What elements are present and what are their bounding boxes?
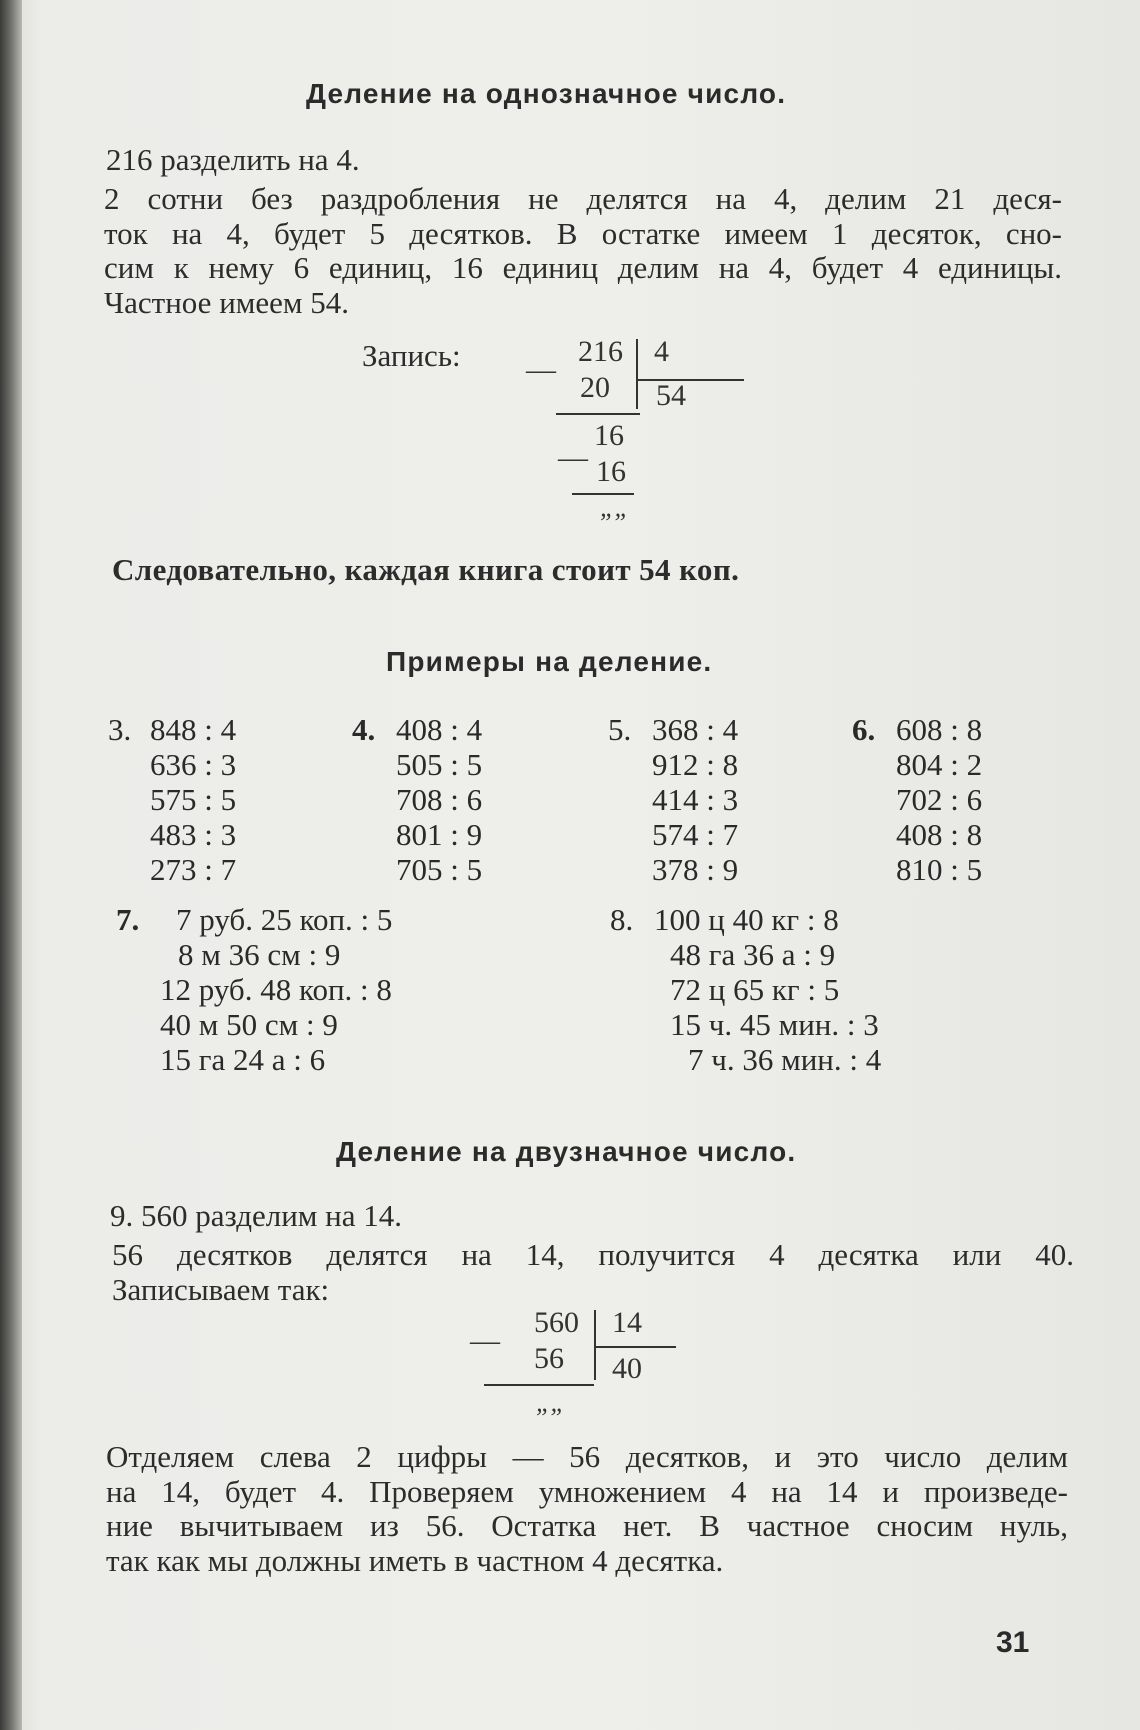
example-4-item-2: 505 : 5 [396,747,483,782]
conclusion-line: Следовательно, каждая книга стоит 54 коп. [112,552,740,587]
example-5-item-4: 574 : 7 [652,817,739,852]
example-8-item-5: 7 ч. 36 мин. : 4 [688,1042,882,1077]
example-5-item-2: 912 : 8 [652,747,739,782]
example-4-item-1: 408 : 4 [396,712,483,747]
div1-subtrahend-1: 20 [580,371,610,404]
example-3-label: 3. [108,712,132,747]
section-heading-two-digit: Деление на двузначное число. [336,1136,797,1167]
example-6-item-5: 810 : 5 [896,852,983,887]
div1-minus-2: — [558,441,588,474]
div1-quotient: 54 [656,379,686,412]
explanation-paragraph-3 [106,1440,1068,1578]
div1-minus-1: — [526,353,556,386]
example-8-item-3: 72 ц 65 кг : 5 [670,972,840,1007]
section-heading-examples: Примеры на деление. [386,646,713,677]
example-3-item-1: 848 : 4 [150,712,237,747]
example-6-item-4: 408 : 8 [896,817,983,852]
para3-line-4: так как мы должны иметь в частном 4 десятка. [106,1542,724,1578]
example-4-item-3: 708 : 6 [396,782,483,817]
para3-line-1: Отделяем слева 2 цифры — 56 десятков, и это число делим [106,1439,1068,1474]
para1-line-2: ток на 4, будет 5 десятков. В остатке имеем 1 десяток, сно- [104,215,1062,251]
example-3-item-5: 273 : 7 [150,852,237,887]
para1-line-1: 2 сотни без раздробления не делятся на 4, делим 21 деся- [104,181,1062,216]
example-7-item-2: 8 м 36 см : 9 [178,937,341,972]
example-8-item-2: 48 га 36 а : 9 [670,937,836,972]
example-5-item-5: 378 : 9 [652,852,739,887]
div1-vertical-bar [636,339,638,409]
div2-vertical-bar [594,1310,596,1380]
explanation-paragraph-2 [112,1238,1074,1307]
example-8-label: 8. [610,902,634,937]
example-7-item-4: 40 м 50 см : 9 [160,1007,338,1042]
div2-zero-remainder-mark: „„ [536,1388,565,1417]
page-number: 31 [996,1626,1030,1659]
div1-subtrahend-2: 16 [596,455,626,488]
div2-divisor: 14 [612,1306,642,1339]
example-7-label: 7. [116,902,140,937]
div2-subtrahend: 56 [534,1342,564,1375]
example-3-item-4: 483 : 3 [150,817,237,852]
example-7-item-5: 15 га 24 а : 6 [160,1042,326,1077]
div2-quotient-line [596,1346,676,1348]
section-heading-single-digit: Деление на однозначное число. [306,78,787,109]
para2-line-1: 56 десятков делятся на 14, получится 4 десятка или 40. [112,1237,1074,1272]
example-4-item-4: 801 : 9 [396,817,483,852]
div1-quotient-line [638,379,744,381]
example-8-item-4: 15 ч. 45 мин. : 3 [670,1007,879,1042]
example-6-item-3: 702 : 6 [896,782,983,817]
div2-dividend: 560 [534,1306,579,1339]
example-5-label: 5. [608,712,632,747]
example-3-item-2: 636 : 3 [150,747,237,782]
example-5-item-3: 414 : 3 [652,782,739,817]
example-4-item-5: 705 : 5 [396,852,483,887]
div1-subtract-line-1 [556,413,640,415]
long-division-216-by-4 [520,335,740,535]
example-3-item-3: 575 : 5 [150,782,237,817]
problem-560-statement: 9. 560 разделим на 14. [110,1198,403,1233]
div1-zero-remainder-mark: „„ [600,493,629,522]
div1-remainder-16: 16 [594,419,624,452]
example-6-item-1: 608 : 8 [896,712,983,747]
para3-line-2: на 14, будет 4. Проверяем умножением 4 на 14 и произведе- [106,1473,1068,1509]
para2-line-2: Записываем так: [112,1271,330,1307]
div1-divisor: 4 [654,335,669,368]
para1-line-4: Частное имеем 54. [104,284,350,320]
example-7-item-3: 12 руб. 48 коп. : 8 [160,972,392,1007]
div2-quotient: 40 [612,1352,642,1385]
example-6-label: 6. [852,712,876,747]
div2-minus: — [470,1324,500,1357]
example-5-item-1: 368 : 4 [652,712,739,747]
zapis-label: Запись: [362,338,461,373]
example-7-item-1: 7 руб. 25 коп. : 5 [176,902,393,937]
example-8-item-1: 100 ц 40 кг : 8 [654,902,839,937]
explanation-paragraph-1 [104,182,1062,320]
div1-dividend: 216 [578,335,623,368]
long-division-560-by-14 [470,1306,690,1436]
para1-line-3: сим к нему 6 единиц, 16 единиц делим на 4, будет 4 единицы. [104,250,1062,285]
div2-subtract-line [484,1384,594,1386]
book-spine-shadow [0,0,22,1730]
problem-216-statement: 216 разделить на 4. [106,142,360,177]
example-6-item-2: 804 : 2 [896,747,983,782]
para3-line-3: ние вычитываем из 56. Остатка нет. В частное сносим нуль, [106,1508,1068,1543]
example-4-label: 4. [352,712,376,747]
